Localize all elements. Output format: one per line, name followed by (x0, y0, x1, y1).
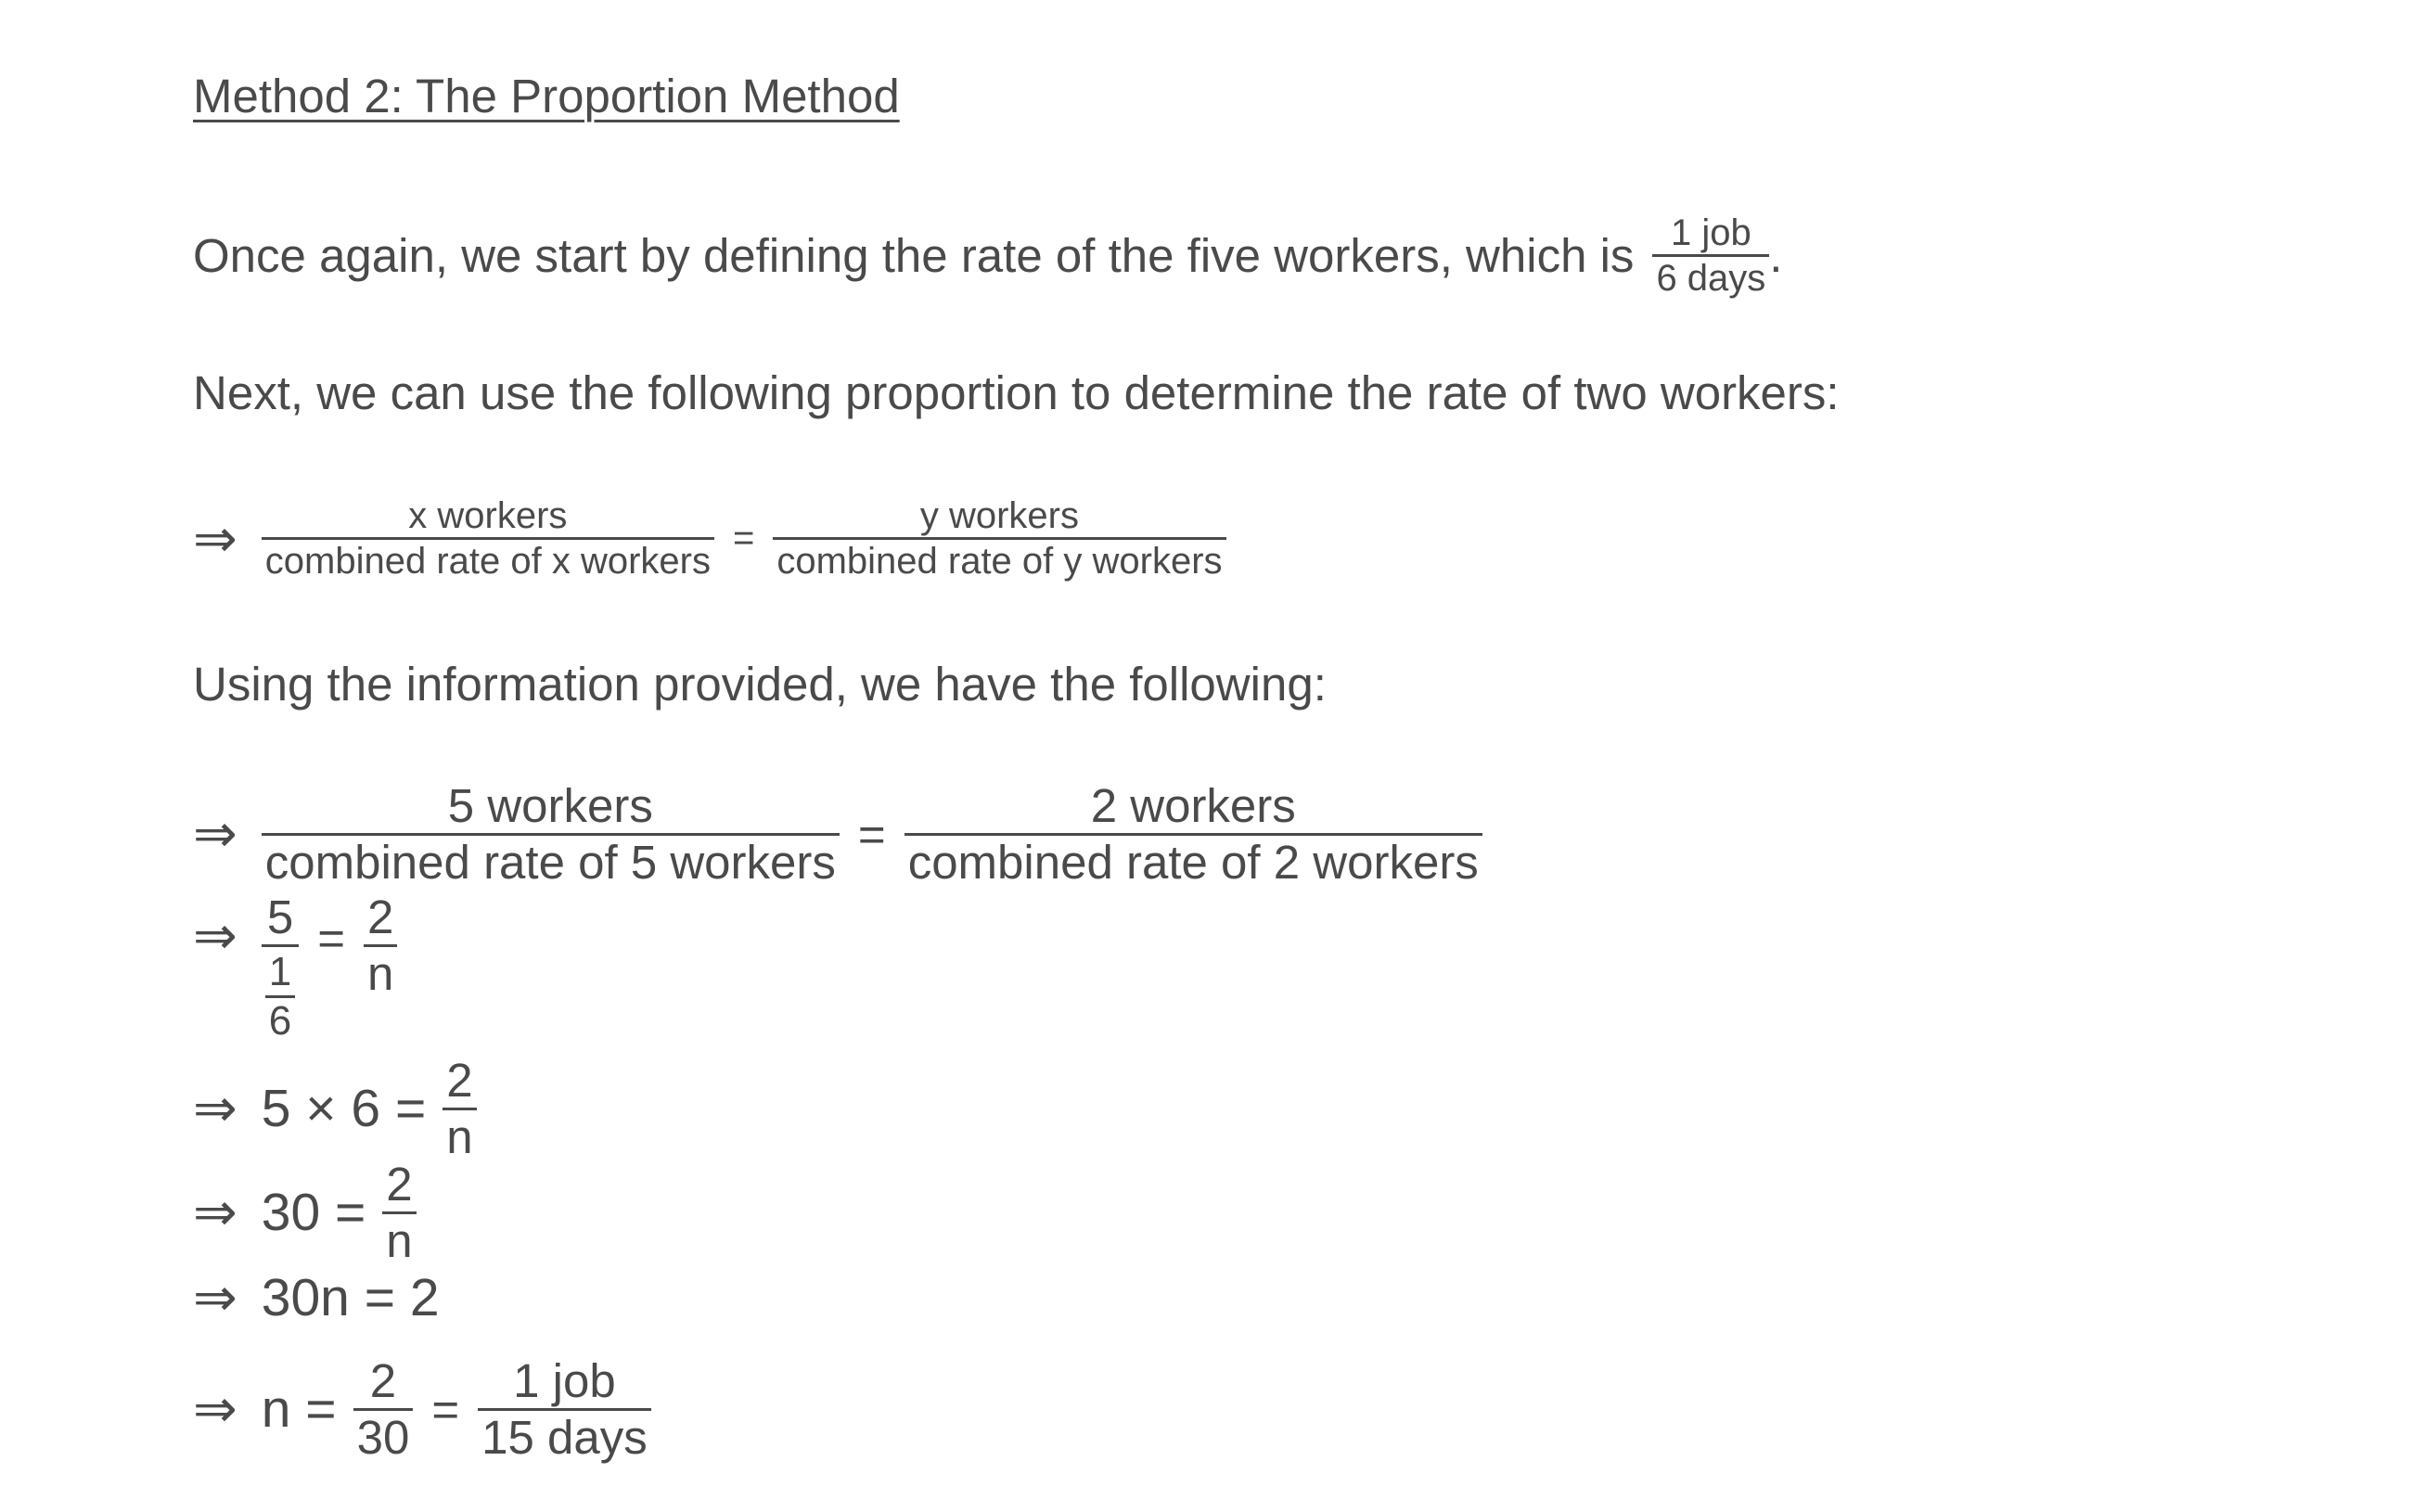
next-paragraph: Next, we can use the following proportion to determine the rate of two workers: (193, 366, 1840, 419)
step2-inner-denominator: 6 (265, 995, 295, 1043)
equals-sign: = (857, 807, 886, 861)
step1-right-denominator: combined rate of 2 workers (904, 833, 1482, 888)
step6-right-fraction (478, 1356, 651, 1462)
step6-right-numerator: 1 job (513, 1354, 616, 1407)
step3-right-numerator: 2 (446, 1054, 473, 1107)
step4-left: 30 = (261, 1183, 366, 1243)
general-right-fraction (773, 496, 1225, 581)
step3-left: 5 × 6 = (261, 1079, 427, 1139)
step1-right-numerator: 2 workers (1090, 779, 1296, 832)
step6-right-denominator: 15 days (478, 1408, 651, 1463)
step2-right-numerator: 2 (367, 891, 394, 943)
step-2 (193, 892, 397, 1043)
rate-denominator: 6 days (1652, 254, 1769, 298)
step3-right-denominator: n (443, 1108, 476, 1162)
equals-sign: = (431, 1382, 460, 1436)
step1-left-numerator: 5 workers (447, 779, 653, 832)
implies-arrow: ⇒ (193, 906, 237, 966)
using-paragraph: Using the information provided, we have the following: (193, 658, 1327, 711)
general-left-denominator: combined rate of x workers (262, 537, 714, 581)
step2-outer-denominator (262, 944, 299, 1043)
step5-expression: 30n = 2 (261, 1268, 440, 1327)
step-1 (193, 781, 1482, 887)
step1-right-fraction (904, 781, 1482, 887)
general-left-numerator: x workers (408, 495, 568, 536)
implies-arrow: ⇒ (193, 1268, 237, 1327)
implies-arrow: ⇒ (193, 1183, 237, 1243)
equals-sign: = (317, 912, 346, 965)
step6-left: n = (261, 1379, 337, 1440)
step2-right-denominator: n (364, 944, 397, 999)
implies-arrow: ⇒ (193, 804, 237, 865)
step3-right-fraction (443, 1056, 476, 1161)
step-4 (193, 1160, 417, 1265)
rate-numerator: 1 job (1670, 212, 1751, 253)
step1-left-fraction (262, 781, 840, 887)
step4-right-denominator: n (382, 1211, 416, 1266)
rate-fraction (1652, 213, 1769, 298)
general-proportion (193, 496, 1226, 581)
step2-inner-numerator: 1 (268, 948, 292, 994)
step-3 (193, 1056, 477, 1161)
step6-mid-numerator: 2 (369, 1354, 397, 1407)
step6-mid-denominator: 30 (353, 1408, 414, 1463)
intro-text: Once again, we start by defining the rate of the five workers, which is (193, 229, 1635, 282)
implies-arrow: ⇒ (193, 508, 237, 569)
step2-inner-fraction (265, 948, 295, 1044)
intro-paragraph (193, 213, 1782, 298)
general-right-denominator: combined rate of y workers (773, 537, 1225, 581)
step4-right-fraction (382, 1160, 416, 1265)
method-heading: Method 2: The Proportion Method (193, 70, 900, 122)
general-right-numerator: y workers (919, 495, 1079, 536)
step-5 (193, 1267, 440, 1328)
equals-sign: = (732, 518, 755, 558)
step2-complex-fraction (262, 892, 299, 1043)
intro-period: . (1769, 229, 1783, 282)
step4-right-numerator: 2 (386, 1158, 413, 1211)
step6-mid-fraction (353, 1356, 414, 1462)
step2-outer-numerator: 5 (266, 891, 294, 943)
step-6 (193, 1356, 651, 1462)
implies-arrow: ⇒ (193, 1079, 237, 1139)
implies-arrow: ⇒ (193, 1379, 237, 1440)
step2-right-fraction (364, 892, 397, 998)
general-left-fraction (262, 496, 714, 581)
step1-left-denominator: combined rate of 5 workers (262, 833, 840, 888)
